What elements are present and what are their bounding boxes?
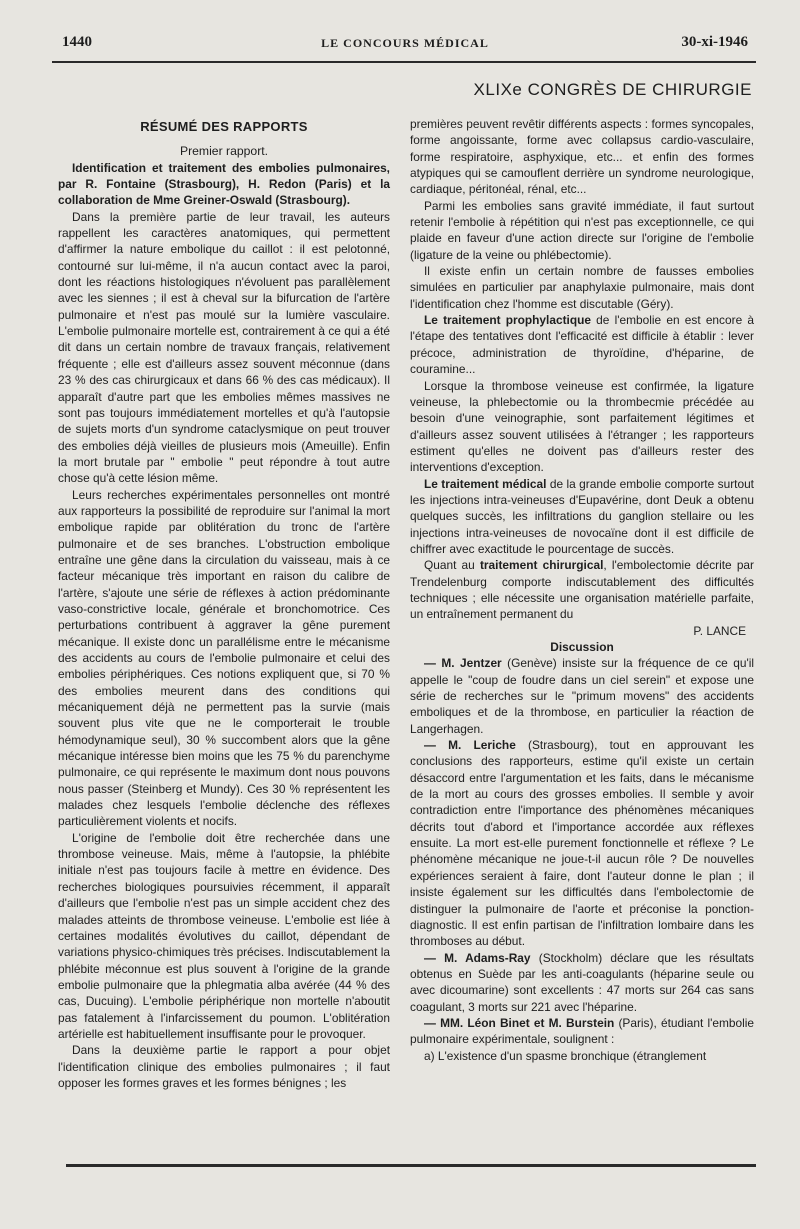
- discussion-entry: — MM. Léon Binet et M. Burstein (Paris), étudiant l'embolie pulmonaire expérimentale, soulignent :: [410, 1015, 755, 1047]
- discussion-item: a) L'existence d'un spasme bronchique (étranglement: [424, 1048, 707, 1063]
- discussion-entry: — M. Leriche (Strasbourg), tout en approuvant les conclusions des rapporteurs, estime qu'il existe un certain désaccord entre l'argumentation et les faits, dans le mécanisme de la mort au cours des grosses embolies. Il semble y avoir contradiction entre l'importance des phénomènes mécaniques décrits tout d'abord et l'importance accordée aux réflexes ensuite. La mort est-elle purement fonctionnelle et réflexe ? Le phénomène mécanique ne joue-t-il aucun rôle ? De nouvelles expériences seraient à faire, dont l'auteur donne le plan ; il insiste également sur les difficultés dans l'embolectomie de distinguer la pulmonaire de l'aorte et préconise la ponction-diagnostic. Il est enfin partisan de l'infiltration lombaire dans les thromboses au début.: [410, 738, 754, 949]
- paragraph: Le traitement médical de la grande embolie comporte surtout les injections intra-veineuses d'Eupavérine, dont Deuk a obtenu quelques succès, les infiltrations du ganglion stellaire ou les injections intra-veineuses de novocaïne dont il est difficile de chiffrer avec exactitude le pourcentage de succès.: [410, 476, 754, 556]
- page-header: [62, 34, 748, 56]
- bold-term: Le traitement prophylactique: [424, 313, 591, 328]
- discussion-entry: — M. Jentzer (Genève) insiste sur la fréquence de ce qu'il appelle le "coup de foudre dans un ciel serein" et expose une série de recherches sur le "primum movens" des accidents emboliques et de la thrombose, en particulier la réaction de Langerhagen.: [410, 656, 755, 736]
- bold-term: traitement chirurgical: [479, 558, 604, 573]
- paragraph: Le traitement prophylactique de l'embolie en est encore à l'étape des tentatives dont l'efficacité est difficile à établir : lever précoce, administration de thyroïdine, d'héparine, de couramine...: [410, 313, 754, 377]
- bold-term: Le traitement médical: [424, 476, 547, 491]
- speaker-name: — M. Adams-Ray: [424, 950, 531, 965]
- paragraph: Il existe enfin un certain nombre de fausses embolies simulées en particulier par anaphylaxie pulmonaire, mais dont l'identification chez l'homme est discutable (Géry).: [410, 264, 754, 311]
- page-number: 1440: [62, 34, 92, 50]
- signature: P. LANCE: [693, 623, 746, 638]
- discussion-heading: Discussion: [550, 640, 614, 654]
- issue-date: 30-xi-1946: [681, 34, 748, 50]
- right-column: [410, 116, 754, 1064]
- paragraph: L'origine de l'embolie doit être recherchée dans une thrombose veineuse. Mais, même à l'autopsie, la phlébite initiale n'est pas toujours facile à mettre en évidence. Des recherches biologiques poursuivies récemment, il apparaît d'ailleurs que l'embolie n'est pas un simple accident chez des malades atteints de thrombose veineuse. L'embolie est liée à certaines modalités évolutives du caillot, dépendant de variations physico-chimiques très précises. Indiscutablement la phlébite méconnue est plus souvent à l'origine de la grande embolie pulmonaire que la phlegmatia alba avérée (44 % des cas, Ducuing). L'embolie périphérique non mortelle n'aboutit pas fatalement à l'infarcissement du poumon. L'oblitération artérielle est habituellement insuffisante pour le provoquer.: [58, 830, 390, 1041]
- speaker-name: — M. Jentzer: [424, 656, 502, 671]
- journal-title: LE CONCOURS MÉDICAL: [321, 36, 489, 50]
- left-column: [58, 115, 390, 1091]
- report-subheading: Premier rapport.: [179, 144, 269, 159]
- report-title: Identification et traitement des embolies pulmonaires, par R. Fontaine (Strasbourg), H. Redon (Paris) et la collaboration de Mme Greiner-Oswald (Strasbourg).: [58, 160, 390, 208]
- summary-heading: RÉSUMÉ DES RAPPORTS: [140, 119, 308, 134]
- speaker-name: — MM. Léon Binet et M. Burstein: [424, 1015, 615, 1030]
- paragraph: Lorsque la thrombose veineuse est confirmée, la ligature veineuse, la phlebectomie ou la thrombecmie précédée au besoin d'une veinographie, sont parfaitement légitimes et d'ailleurs assez souvent utilisées à l'étranger ; les rapporteurs estiment qu'elles ne doivent pas d'ailleurs rester des interventions d'exception.: [410, 378, 754, 475]
- paragraph: Dans la deuxième partie le rapport a pour objet l'identification clinique des embolies pulmonaires ; il faut opposer les formes graves et les formes bénignes ; les: [58, 1043, 390, 1090]
- discussion-entry: — M. Adams-Ray (Stockholm) déclare que les résultats obtenus en Suède par les anti-coagulants (héparine seule ou avec dicoumarine) sont excellents : 47 morts sur 264 cas sans coagulant, 3 morts sur 221 avec l'héparine.: [410, 950, 754, 1014]
- paragraph: Leurs recherches expérimentales personnelles ont montré aux rapporteurs la possibilité de reproduire sur l'animal la mort embolique rapide par oblitération du tronc de l'artère pulmonaire et de ses branches. L'obstruction embolique entraîne une gêne dans la circulation du vaisseau, mais à ce facteur mécanique très important en raison du calibre de l'artère, s'ajoute une série de réflexes à action prédominante vaso-constrictive locale, générale et bronchomotrice. Ces perturbations contribuent à aggraver la gêne purement mécanique. Il existe donc un parallélisme entre le mécanisme des accidents au cours de l'embolie pulmonaire et celui des embolies périphériques. Ces notions expliquent que, si 70 % des embolies meurent dans des conditions qui mécaniquement déjà ne permettent pas la survie (mais souvent plus vite que ne le comporterait le trouble hémodynamique seul), 30 % succombent alors que la gêne mécanique intéresse bien moins que les 75 % du parenchyme pulmonaire, ce qui représente le maximum dont nous pouvons nous passer (Steinberg et Mundy). Ces 30 % représentent les malades chez lesquels l'embolie déclenche des réflexes particulièrement violents et nocifs.: [58, 487, 390, 829]
- section-title: XLIXe CONGRÈS DE CHIRURGIE: [473, 80, 752, 99]
- paragraph: premières peuvent revêtir différents aspects : formes syncopales, forme angoissante, forme avec collapsus cardio-vasculaire, forme respiratoire, asphyxique, etc... et enfin des formes atypiques qui se camouflent derrière un syndrome neurologique, cardiaque, péritonéal, rénal, etc...: [410, 117, 754, 197]
- paragraph: Quant au traitement chirurgical, l'embolectomie décrite par Trendelenburg comporte indiscutablement des difficultés techniques ; elle nécessite une organisation matérielle parfaite, un entraînement permanent du: [410, 558, 754, 622]
- footer-rule: [66, 1164, 756, 1167]
- header-rule: [52, 61, 756, 63]
- paragraph: Dans la première partie de leur travail, les auteurs rappellent les caractères anatomiques, qui permettent d'affirmer la nature embolique du caillot : il est pelotonné, contourné sur lui-même, il n'a aucun contact avec la paroi, dont les réactions histologiques n'évoluent pas parallèlement avec les siennes ; il est à cheval sur la bifurcation de l'artère pulmonaire et n'est pas moulé sur la lumière vasculaire. L'embolie pulmonaire mortelle est, contrairement à ce qui a été dit dans un certain nombre de travaux français, relativement fréquente ; elle est d'ailleurs assez souvent méconnue (dans 23 % des cas chirurgicaux et dans 66 % des cas médicaux). Il apparaît d'autre part que les embolies mêmes massives ne sont pas toujours immédiatement mortelles et qu'à l'autopsie de sujets morts d'un syndrome cataclysmique on peut trouver des embolies déjà vieilles de plusieurs mois (Ameuille). Enfin la mort brutale par " embolie " peut répondre à tout autre chose qu'à cette lésion même.: [58, 209, 390, 486]
- paragraph: Parmi les embolies sans gravité immédiate, il faut surtout retenir l'embolie à répétition qui n'est pas exceptionnelle, ce qui plaide en faveur d'une action directe sur l'origine de l'embolie (ligature de la veine ou phlébectomie).: [410, 198, 754, 262]
- speaker-name: — M. Leriche: [424, 738, 516, 753]
